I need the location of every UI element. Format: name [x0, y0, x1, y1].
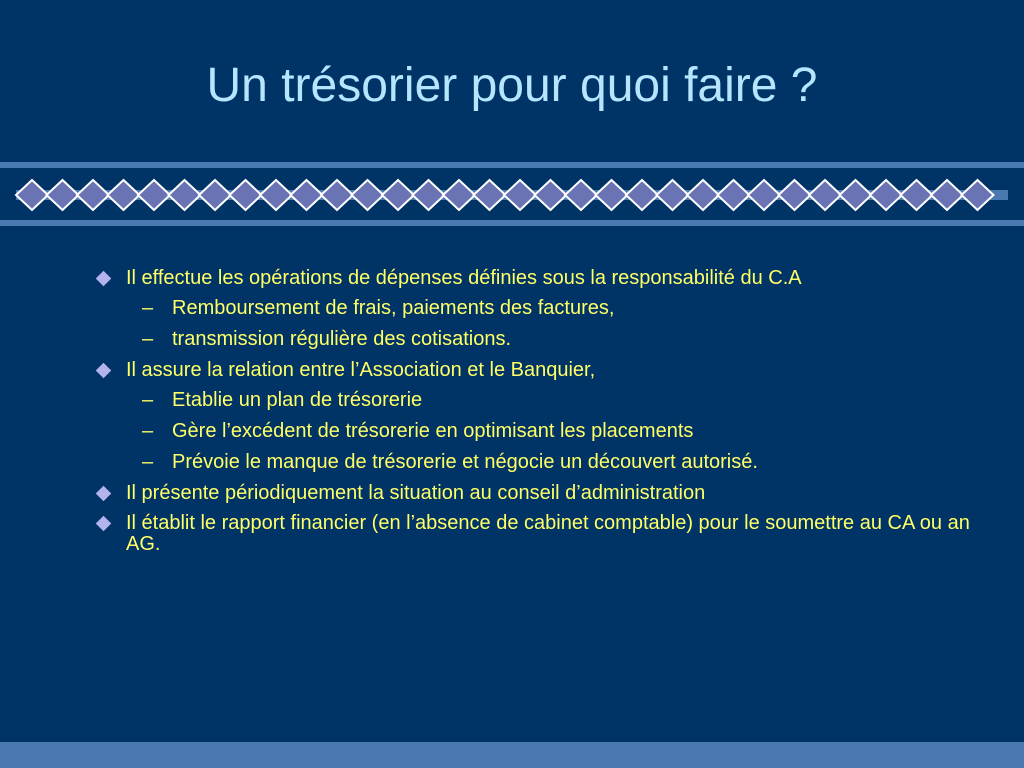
list-item: [92, 513, 972, 555]
chain-diamond: [230, 180, 262, 210]
chain-diamond: [870, 180, 902, 210]
chain-diamond: [626, 180, 658, 210]
chain-diamond: [565, 180, 597, 210]
chain-diamond: [535, 180, 567, 210]
list-item: [92, 483, 972, 504]
diamond-bullet-icon: [96, 271, 112, 287]
dash-marker: –: [142, 389, 154, 411]
chain-diamond: [108, 180, 140, 210]
sub-list-item-text: Remboursement de frais, paiements des factures,: [172, 297, 615, 319]
chain-diamond: [504, 180, 536, 210]
chain-diamond: [962, 180, 994, 210]
dash-marker: –: [142, 328, 154, 350]
bullet-list: [92, 268, 972, 564]
chain-diamond: [901, 180, 933, 210]
sub-list-item: [92, 298, 972, 319]
chain-diamond: [291, 180, 323, 210]
list-item-text: Il présente périodiquement la situation au conseil d’administration: [126, 482, 706, 504]
list-item: [92, 360, 972, 381]
chain-diamond: [47, 180, 79, 210]
chain-diamond: [779, 180, 811, 210]
chain-diamond: [321, 180, 353, 210]
sub-list-item-text: Gère l’excédent de trésorerie en optimisant les placements: [172, 420, 694, 442]
chain-diamond: [138, 180, 170, 210]
chain-diamond: [748, 180, 780, 210]
chain-diamond: [352, 180, 384, 210]
chain-diamond: [260, 180, 292, 210]
chain-diamond: [169, 180, 201, 210]
sub-list-item: [92, 390, 972, 411]
chain-diamond: [931, 180, 963, 210]
chain-diamond: [199, 180, 231, 210]
sub-list-item-text: Etablie un plan de trésorerie: [172, 389, 423, 411]
chain-diamond: [474, 180, 506, 210]
decor-band-footer: [0, 742, 1024, 768]
dash-marker: –: [142, 297, 154, 319]
list-item: [92, 268, 972, 289]
sub-list-item-text: transmission régulière des cotisations.: [172, 328, 512, 350]
chain-diamond: [809, 180, 841, 210]
list-item-text: Il effectue les opérations de dépenses définies sous la responsabilité du C.A: [126, 267, 802, 289]
diamond-bullet-icon: [96, 486, 112, 502]
chain-diamond: [413, 180, 445, 210]
dash-marker: –: [142, 451, 154, 473]
slide-title: Un trésorier pour quoi faire ?: [206, 59, 818, 112]
list-item-text: Il assure la relation entre l’Association et le Banquier,: [126, 359, 596, 381]
diamond-bullet-icon: [96, 363, 112, 379]
decor-band-bottom: [0, 220, 1024, 226]
diamond-chain-decoration: [0, 172, 1024, 218]
chain-diamond: [382, 180, 414, 210]
diamond-bullet-icon: [96, 516, 112, 532]
chain-diamond: [718, 180, 750, 210]
chain-diamond: [77, 180, 109, 210]
sub-list-item: [92, 421, 972, 442]
chain-diamond: [840, 180, 872, 210]
decor-band-top: [0, 162, 1024, 168]
dash-marker: –: [142, 420, 154, 442]
chain-diamond: [596, 180, 628, 210]
sub-list-item-text: Prévoie le manque de trésorerie et négocie un découvert autorisé.: [172, 451, 758, 473]
sub-list-item: [92, 452, 972, 473]
list-item-text: Il établit le rapport financier (en l’absence de cabinet comptable) pour le soumettre au CA ou an AG.: [126, 512, 970, 555]
chain-diamond: [687, 180, 719, 210]
chain-diamond: [657, 180, 689, 210]
sub-list-item: [92, 329, 972, 350]
chain-diamond: [443, 180, 475, 210]
chain-diamond: [16, 180, 48, 210]
